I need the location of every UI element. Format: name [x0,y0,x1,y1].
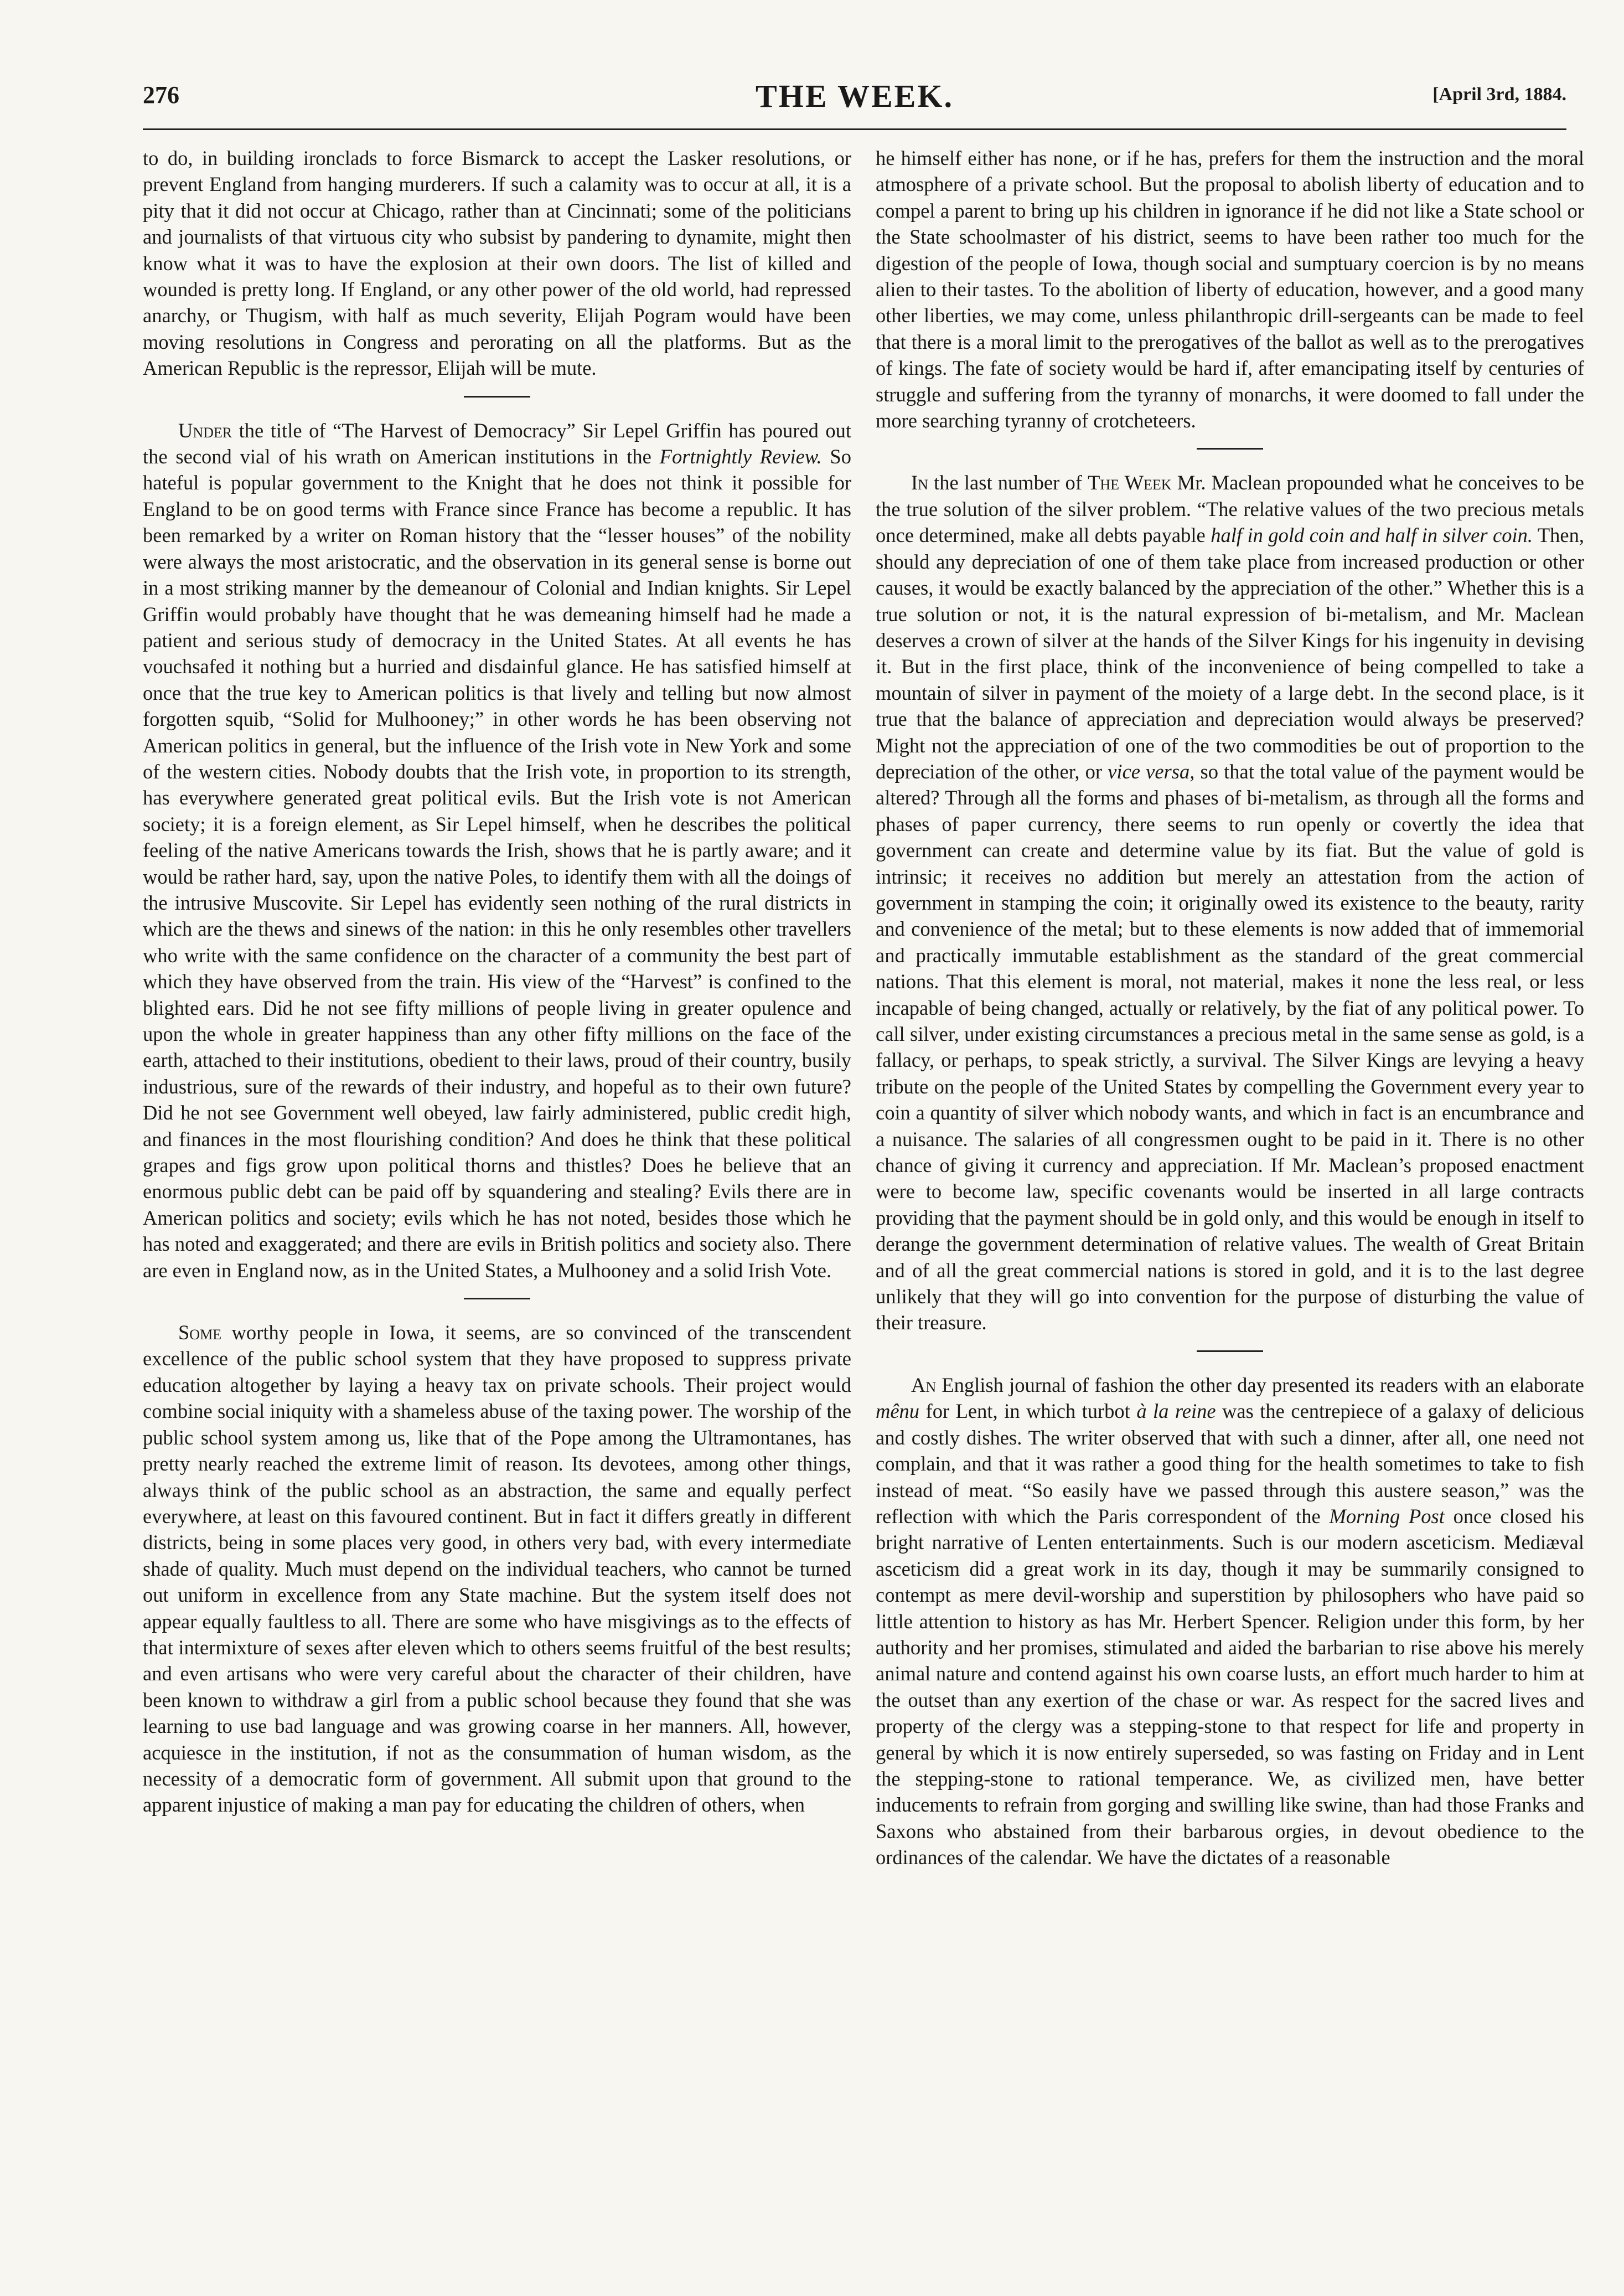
article-harvest-of-democracy: Under the title of “The Harvest of Democracy” Sir Lepel Griffin has poured out the second vial of his wrath on American institutions in the Fortnightly Review. So hateful is popular government to the Knight that he does not think it possible for England to be on good terms with France since France has become a republic. It has been remarked by a writer on Roman history that the “lesser houses” of the nobility were always the most aristocratic, and the observation in its general sense is borne out in a most striking manner by the demeanour of Colonial and Indian knights. Sir Lepel Griffin would probably have thought that he was demeaning himself had he made a patient and serious study of democracy in the United States. At all events he has vouchsafed it nothing but a hurried and disdainful glance. He has satisfied himself at once that the true key to American politics is that lively and telling but now almost forgotten squib, “Solid for Mulhooney;” in other words he has been observing not American politics in general, but the influence of the Irish vote in New York and some of the western cities. Nobody doubts that the Irish vote, in proportion to its strength, has everywhere generated great political evils. But the Irish vote is not American society; it is a foreign element, as Sir Lepel himself, when he describes the political feeling of the native Americans towards the Irish, shows that he is partly aware; and it would be rather hard, say, upon the native Poles, to identify them with all the doings of the intrusive Muscovite. Sir Lepel has evidently seen nothing of the rural districts in which are the thews and sinews of the nation: in this he only resembles other travellers who write with the same confidence on the character of a community the best part of which they have observed from the train. His view of the “Harvest” is confined to the blighted ears. Did he not see fifty millions of people living in greater opulence and upon the whole in greater happiness than any other fifty millions on the face of the earth, attached to their institutions, obedient to their laws, proud of their country, busily industrious, sure of the rewards of their industry, and hopeful as to their own future? Did he not see Government well obeyed, law fairly administered, public credit high, and finances in the most flourishing condition? And does he think that these political grapes and figs grow upon political thorns and thistles? Does he believe that an enormous public debt can be paid off by squandering and stealing? Evils there are in American politics and society; evils which he has not noted, besides those which he has noted and exaggerated; and there are evils in British politics and society also. There are even in England now, as in the United States, a Mulhooney and a solid Irish Vote. [143,419,851,1282]
article-separator [1197,448,1263,450]
header-rule [143,128,1566,130]
article-separator [464,1298,530,1299]
right-column [876,145,1584,1871]
page-header [143,78,1566,122]
article-iowa-schools: Some worthy people in Iowa, it seems, are so convinced of the transcendent excellence of the public school system that they have proposed to suppress private education altogether by laying a heavy tax on private schools. Their project would combine social iniquity with a shameless abuse of the taxing power. The worship of the public school system among us, like that of the Pope among the Ultramontanes, has pretty nearly reached the extreme limit of reason. Its devotees, among other things, always think of the public school as an abstraction, the same and equally perfect everywhere, at least on this favoured continent. But in fact it differs greatly in different districts, being in some places very good, in others very bad, with every intermediate shade of quality. Much must depend on the individual teachers, who cannot be turned out uniform in excellence from any State machine. But the system itself does not appear equally faultless to all. There are some who have misgivings as to the effects of that intermixture of sexes after eleven which to others seems fruitful of the best results; and even artisans who were very careful about the character of their children, have been known to withdraw a girl from a public school because they found that she was learning to use bad language and was growing coarse in her manners. All, however, acquiesce in the institution, if not as the consummation of human wisdom, as the necessity of a democratic form of government. All submit upon that ground to the apparent injustice of making a man pay for educating the children of others, when [143,1321,851,1817]
article-bismarck-end: to do, in building ironclads to force Bismarck to accept the Lasker resolutions, or prevent England from hanging murderers. If such a calamity was to occur at all, it is a pity that it did not occur at Chicago, rather than at Cincinnati; some of the politicians and journalists of that virtuous city who subsist by pandering to dynamite, might then know what it was to have the explosion at their own doors. The list of killed and wounded is pretty long. If England, or any other power of the old world, had repressed anarchy, or Thugism, with half as much severity, Elijah Pogram would have been moving resolutions in Congress and perorating on all the platforms. But as the American Republic is the repressor, Elijah will be mute. [143,147,851,380]
article-iowa-schools-cont: he himself either has none, or if he has, prefers for them the instruction and the moral atmosphere of a private school. But the proposal to abolish liberty of education and to compel a parent to bring up his children in ignorance if he did not like a State school or the State schoolmaster of his district, seems to have been rather too much for the digestion of the people of Iowa, though social and sumptuary coercion is by no means alien to their tastes. To the abolition of liberty of education, however, and a good many other liberties, we may come, unless philanthropic drill-sergeants can be made to feel that there is a moral limit to the prerogatives of the ballot as well as to the prerogatives of kings. The fate of society would be hard if, after emancipating itself by centuries of struggle and suffering from the tyranny of monarchs, it were doomed to fall under the more searching tyranny of crotcheteers. [876,147,1584,432]
masthead: THE WEEK. [756,78,954,114]
page-number: 276 [143,81,179,109]
article-silver-problem: In the last number of The Week Mr. Maclean propounded what he conceives to be the true solution of the silver problem. “The relative values of the two precious metals once determined, make all debts payable half in gold coin and half in silver coin. Then, should any depreciation of one of them take place from increased production or other causes, it would be exactly balanced by the appreciation of the other.” Whether this is a true solution or not, it is the natural expression of bi-metalism, and Mr. Maclean deserves a crown of silver at the hands of the Silver Kings for his ingenuity in devising it. But in the first place, think of the inconvenience of being compelled to take a mountain of silver in payment of the moiety of a large debt. In the second place, is it true that the balance of appreciation and depreciation would always be preserved? Might not the appreciation of one of the two commodities be out of proportion to the depreciation of the other, or vice versa, so that the total value of the payment would be altered? Through all the forms and phases of bi-metalism, as through all the forms and phases of paper currency, there seems to run openly or covertly the idea that government can create and determine value by its fiat. But the value of gold is intrinsic; it receives no addition but merely an attestation from the action of government in stamping the coin; it originally owed its existence to the beauty, rarity and convenience of the metal; but to these elements is now added that of immemorial and practically immutable establishment as the standard of the great commercial nations. That this element is moral, not material, makes it none the less real, or less incapable of being changed, actually or relatively, by the fiat of any political power. To call silver, under existing circumstances a precious metal in the same sense as gold, is a fallacy, or perhaps, to speak strictly, a survival. The Silver Kings are levying a heavy tribute on the people of the United States by compelling the Government every year to coin a quantity of silver which nobody wants, and which in fact is an encumbrance and a nuisance. The salaries of all congressmen ought to be paid in it. There is no other chance of giving it currency and appreciation. If Mr. Maclean’s proposed enactment were to become law, specific covenants would be inserted in all large contracts providing that the payment should be in gold only, and this would be enough in itself to derange the government determination of relative values. The wealth of Great Britain and of all the great commercial nations is stored in gold, and it is to the last degree unlikely that they will go into convention for the purpose of disturbing the value of their treasure. [876,471,1584,1334]
article-separator [1197,1350,1263,1352]
issue-date: [April 3rd, 1884. [1432,84,1566,105]
left-column [143,145,851,1818]
article-lenten-menu: An English journal of fashion the other day presented its readers with an elaborate mênu for Lent, in which turbot à la reine was the centrepiece of a galaxy of delicious and costly dishes. The writer observed that with such a dinner, after all, one need not complain, and that it was rather a good thing for the health sometimes to take to fish instead of meat. “So easily have we passed through this austere season,” was the reflection with which the Paris correspondent of the Morning Post once closed his bright narrative of Lenten entertainments. Such is our modern asceticism. Mediæval asceticism did a great work in its day, though it may be summarily consigned to contempt as mere devil-worship and superstition by philosophers who have paid so little attention to history as has Mr. Herbert Spencer. Religion under this form, by her authority and her promises, stimulated and aided the barbarian to rise above his merely animal nature and contend against his own coarse lusts, an effort much harder to him at the outset than any exertion of the chase or war. As respect for the sacred lives and property of the clergy was a stepping-stone to that respect for life and property in general by which it is now entirely superseded, so was fasting on Friday and in Lent the stepping-stone to rational temperance. We, as civilized men, have better inducements to refrain from gorging and swilling like swine, than had those Franks and Saxons who abstained from their barbarous orgies, in devout obedience to the ordinances of the calendar. We have the dictates of a reasonable [876,1373,1584,1869]
article-separator [464,396,530,398]
